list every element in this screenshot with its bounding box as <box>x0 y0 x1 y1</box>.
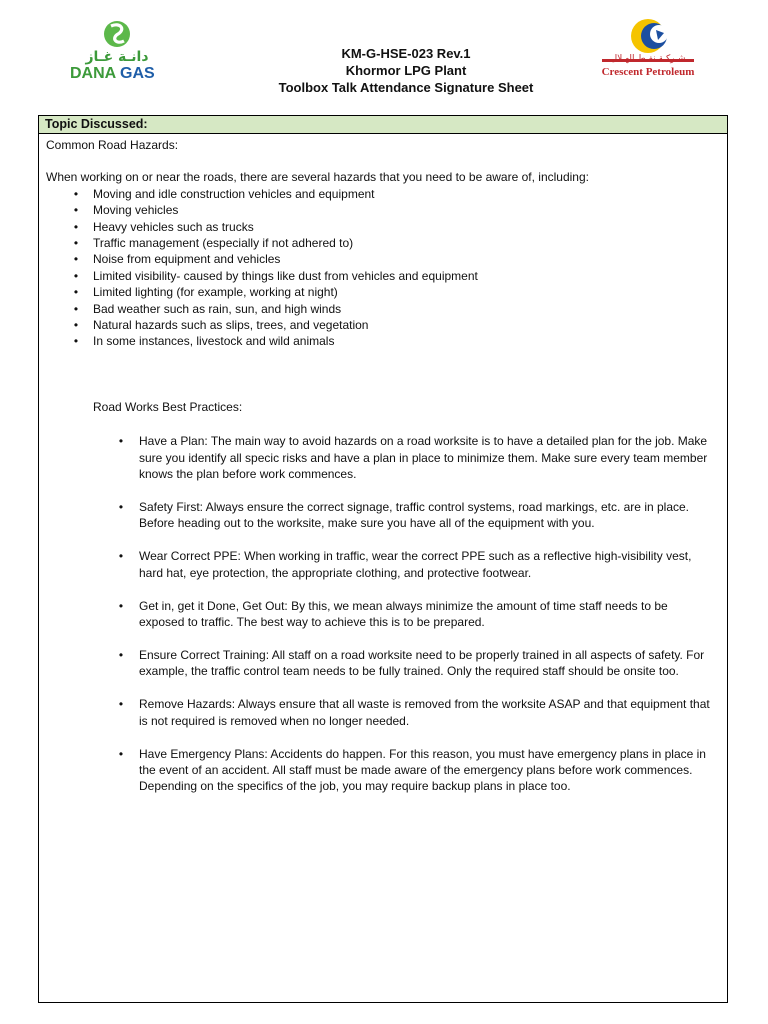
practices-list <box>46 433 727 795</box>
list-item: • Moving vehicles <box>73 203 179 218</box>
topic-subject: Common Road Hazards: <box>46 138 179 152</box>
list-item: • Noise from equipment and vehicles <box>73 252 281 267</box>
list-item: • Limited lighting (for example, working at night) <box>73 285 338 300</box>
list-item: • Moving and idle construction vehicles and equipment <box>73 186 375 201</box>
list-item: • Natural hazards such as slips, trees, and vegetation <box>73 318 369 333</box>
crescent-emblem-icon <box>588 18 708 82</box>
plant-name: Khormor LPG Plant <box>345 63 467 78</box>
list-item: • Have a Plan: The main way to avoid hazards on a road worksite is to have a detailed plan for the job. Make sure you identify all specic risks and have a plan in place to minimize them. Make sure every team member knows the plan before work commences. <box>118 434 708 482</box>
svg-text:Crescent Petroleum: Crescent Petroleum <box>601 66 695 78</box>
hazards-list <box>46 186 727 350</box>
topic-label: Topic Discussed: <box>39 116 727 134</box>
crescent-petroleum-logo <box>588 18 708 82</box>
list-item: • Ensure Correct Training: All staff on a road worksite need to be properly trained in all aspects of safety. For example, the traffic control team needs to be fully trained. Only the required staff should be onsite too. <box>118 647 705 679</box>
list-item: • Remove Hazards: Always ensure that all waste is removed from the worksite ASAP and that equipment that is not required is removed when no longer needed. <box>118 697 710 728</box>
list-item: • In some instances, livestock and wild animals <box>73 334 335 349</box>
list-item: • Get in, get it Done, Get Out: By this, we mean always minimize the amount of time staff needs to be exposed to traffic. The best way to achieve this is to be prepared. <box>118 598 668 630</box>
list-item: • Bad weather such as rain, sun, and high winds <box>73 301 342 316</box>
document-title-block <box>230 45 582 96</box>
sheet-title: Toolbox Talk Attendance Signature Sheet <box>278 80 534 95</box>
list-item: • Have Emergency Plans: Accidents do happen. For this reason, you must have emergency plans in place in the event of an accident. All staff must be made aware of the emergency plans before work commences. Depending on the specifics of the job, you may require backup plans in place too. <box>118 746 706 794</box>
topic-content <box>39 134 727 795</box>
topic-frame <box>38 115 728 1003</box>
danagas-emblem-icon <box>62 20 172 84</box>
list-item: • Traffic management (especially if not adhered to) <box>73 236 354 251</box>
document-code: KM-G-HSE-023 Rev.1 <box>341 46 471 61</box>
list-item: • Wear Correct PPE: When working in traffic, wear the correct PPE such as a reflective high-visibility vest, hard hat, eye protection, the appropriate clothing, and protective footwear. <box>118 549 692 580</box>
list-item: • Safety First: Always ensure the correct signage, traffic control systems, road markings, etc. are in place. Before heading out to the worksite, make sure you have all of the equipment with you. <box>118 500 690 531</box>
list-item: • Limited visibility- caused by things like dust from vehicles and equipment <box>73 268 478 283</box>
svg-text:GAS: GAS <box>120 65 155 82</box>
practices-title: Road Works Best Practices: <box>93 399 243 414</box>
svg-text:دانـة غـاز: دانـة غـاز <box>85 49 149 65</box>
list-item: • Heavy vehicles such as trucks <box>73 219 254 234</box>
page-header <box>0 0 768 110</box>
svg-text:شـركـة نفـط الهـلال: شـركـة نفـط الهـلال <box>610 54 686 64</box>
topic-intro: When working on or near the roads, there are several hazards that you need to be aware of, including: <box>46 170 589 185</box>
svg-text:DANA: DANA <box>70 65 117 82</box>
danagas-logo <box>62 20 172 84</box>
